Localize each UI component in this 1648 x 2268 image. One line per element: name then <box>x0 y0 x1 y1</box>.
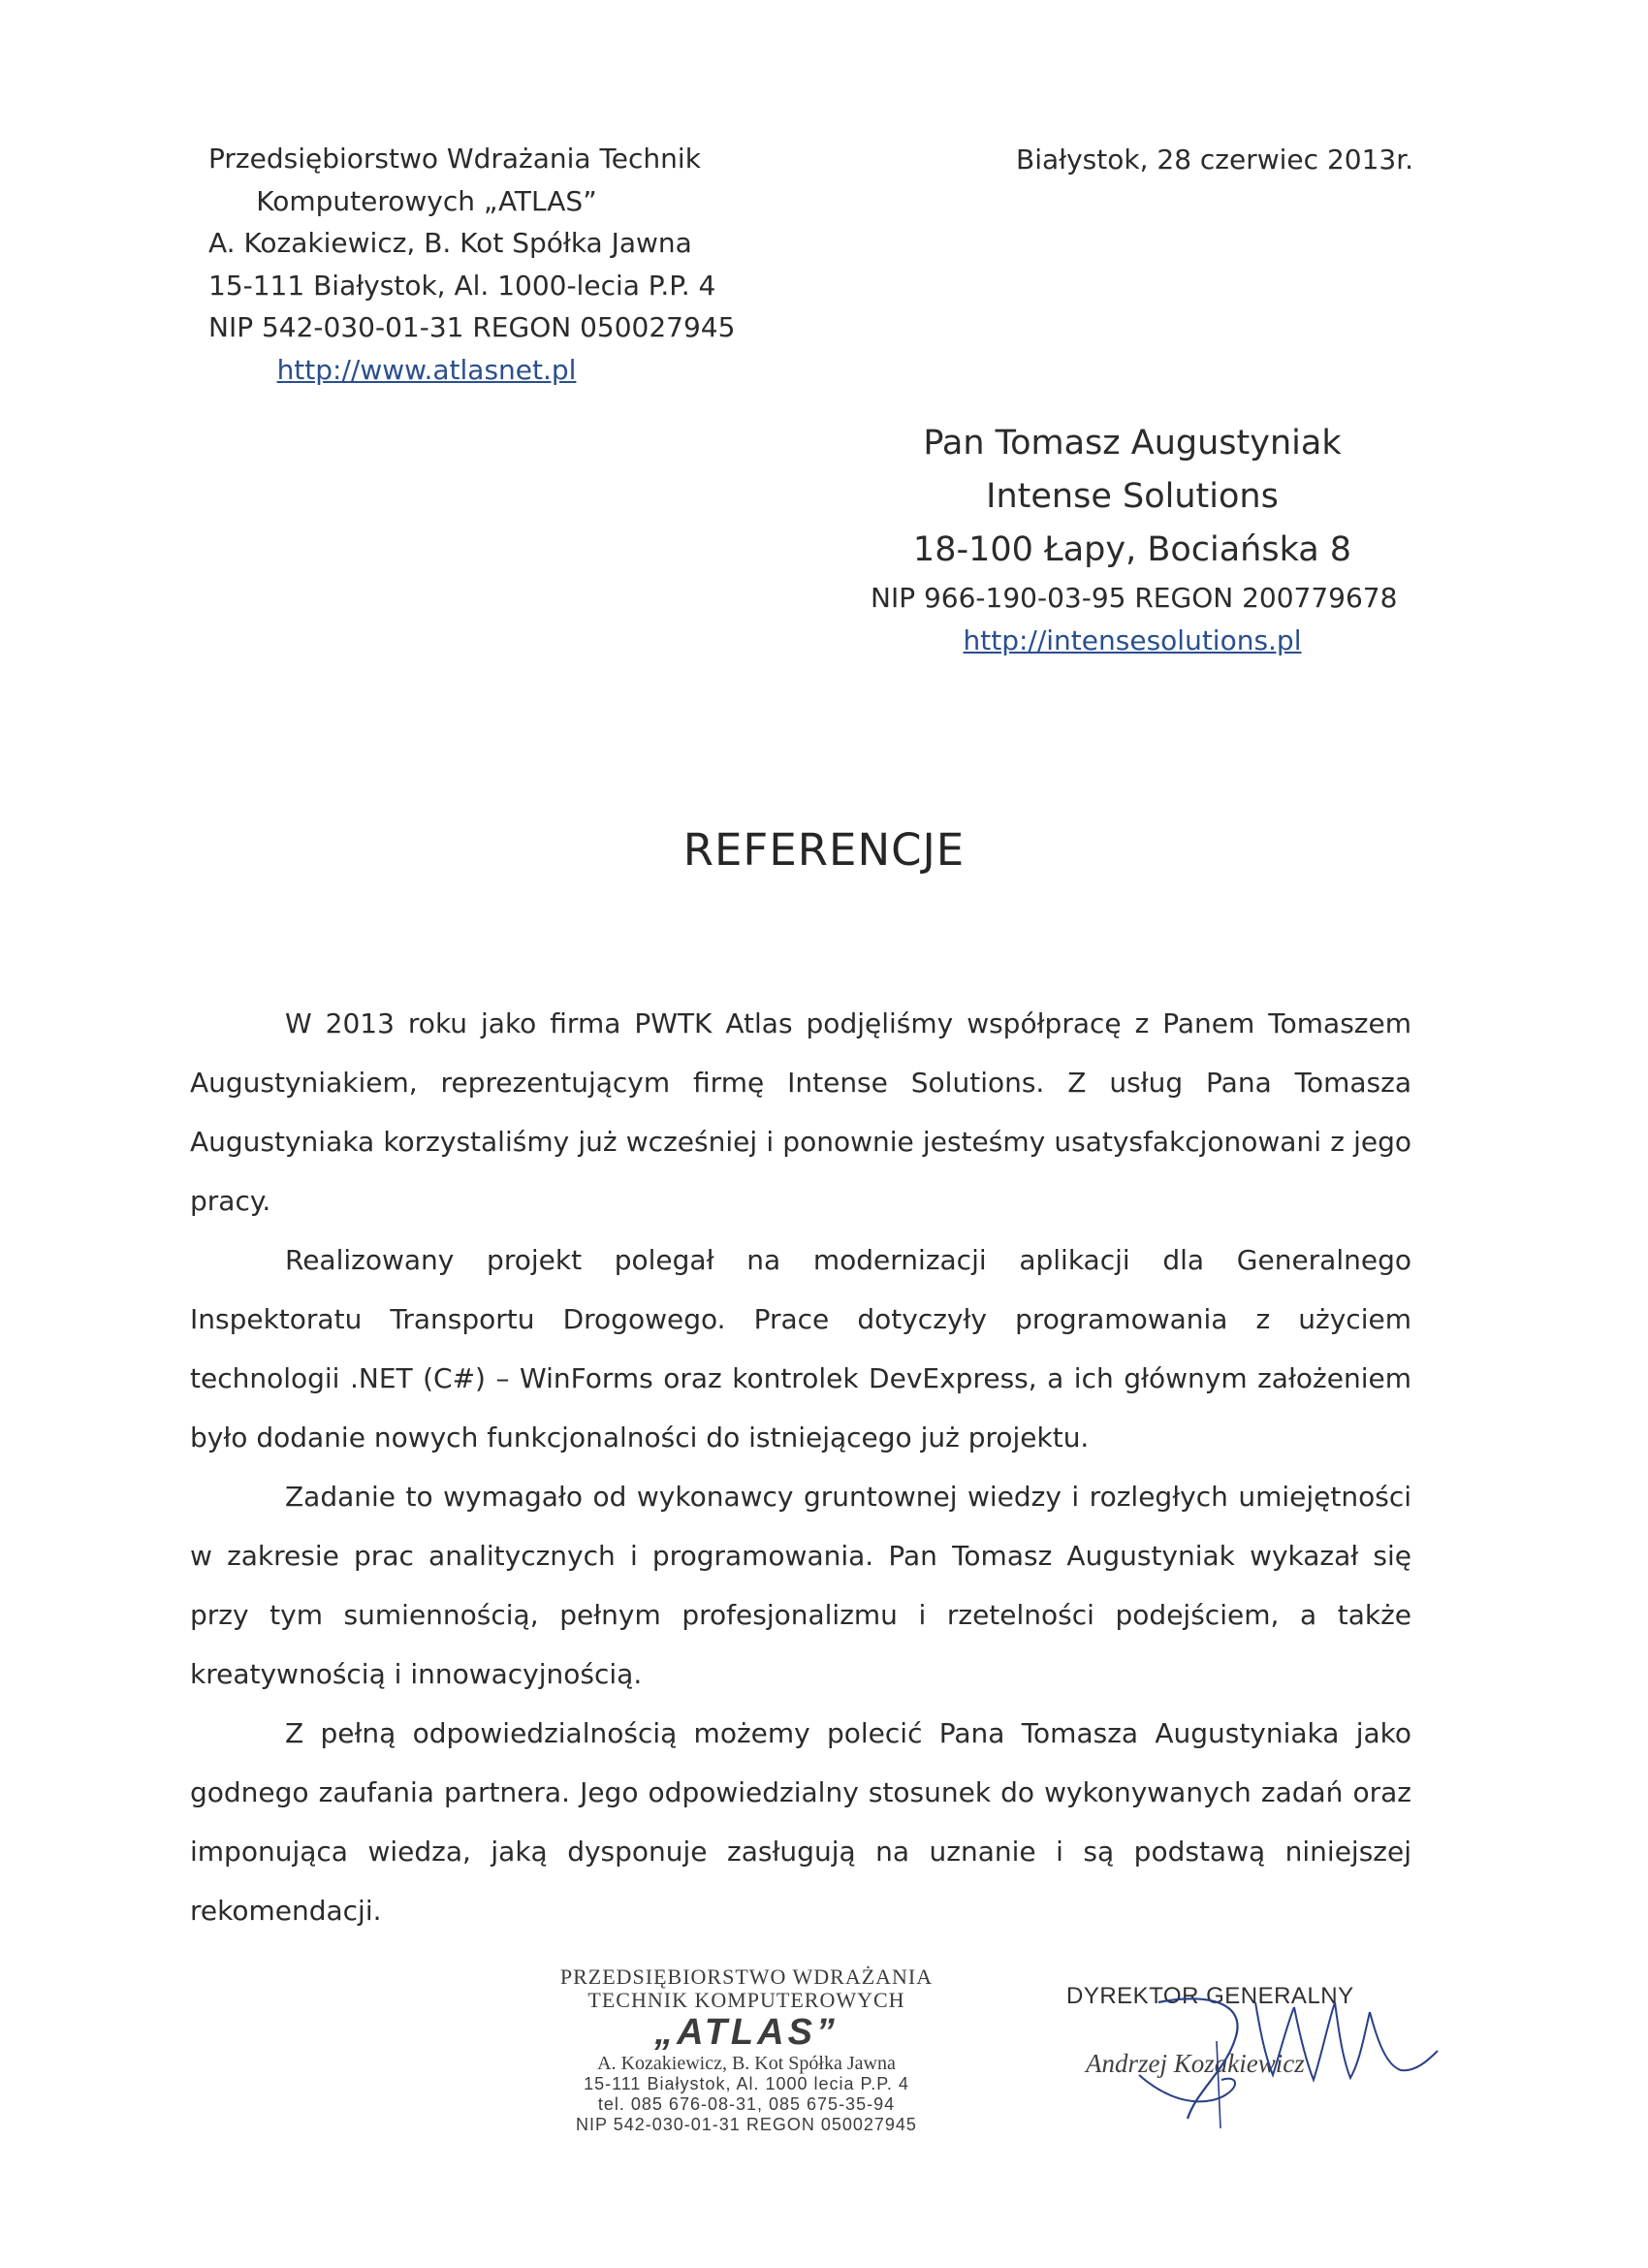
body-paragraph-4: Z pełną odpowiedzialnością możemy polecić Pana Tomasza Augustyniaka jako godnego zaufania partnera. Jego odpowiedzialny stosunek do wykonywanych zadań oraz imponująca wiedza, jaką dysponuje zasługują na uznanie i są podstawą niniejszej rekomendacji. <box>190 1717 1411 1927</box>
stamp-line-3: A. Kozakiewicz, B. Kot Spółka Jawna <box>597 2053 896 2074</box>
sender-line-5: NIP 542-030-01-31 REGON 050027945 <box>208 311 736 343</box>
recipient-address: 18-100 Łapy, Bociańska 8 <box>912 530 1352 569</box>
letter-body <box>190 994 1411 1940</box>
stamp-line-5: tel. 085 676-08-31, 085 675-35-94 <box>597 2094 896 2114</box>
sender-website-link[interactable]: http://www.atlasnet.pl <box>276 353 577 386</box>
body-paragraph-1: W 2013 roku jako firma PWTK Atlas podjęliśmy współpracę z Panem Tomaszem Augustyniakiem, reprezentującym firmę Intense Solutions. Z usług Pana Tomasza Augustyniaka korzystaliśmy już wcześniej i ponownie jesteśmy usatysfakcjonowani z jego pracy. <box>190 1007 1411 1217</box>
stamp-line-6: NIP 542-030-01-31 REGON 050027945 <box>576 2115 917 2134</box>
letter-date: Białystok, 28 czerwiec 2013r. <box>1016 144 1414 176</box>
body-paragraph-3: Zadanie to wymagało od wykonawcy gruntownej wiedzy i rozległych umiejętności w zakresie prac analitycznych i programowania. Pan Tomasz Augustyniak wykazał się przy tym sumiennością, pełnym profesjonalizmu i rzetelności podejściem, a także kreatywnością i innowacyjnością. <box>190 1481 1411 1690</box>
stamp-line-2: TECHNIK KOMPUTEROWYCH <box>587 1988 905 2012</box>
stamp-line-1: PRZEDSIĘBIORSTWO WDRAŻANIA <box>559 1965 934 1989</box>
stamp-line-4: 15-111 Białystok, Al. 1000 lecia P.P. 4 <box>584 2074 909 2093</box>
sender-block <box>208 138 736 391</box>
recipient-ids: NIP 966-190-03-95 REGON 200779678 <box>871 582 1398 614</box>
company-stamp <box>523 1965 969 2135</box>
director-title: DYREKTOR GENERALNY <box>1066 1983 1354 2009</box>
sender-line-1: Przedsiębiorstwo Wdrażania Technik <box>208 143 701 175</box>
sender-line-3: A. Kozakiewicz, B. Kot Spółka Jawna <box>208 227 692 259</box>
sender-line-4: 15-111 Białystok, Al. 1000-lecia P.P. 4 <box>208 269 716 302</box>
handwritten-signature <box>1120 1983 1440 2138</box>
director-name: Andrzej Kozakiewicz <box>1086 2049 1305 2078</box>
document-title: REFERENCJE <box>682 824 966 876</box>
recipient-name: Pan Tomasz Augustyniak <box>923 424 1342 463</box>
recipient-block <box>871 417 1398 662</box>
recipient-website-link[interactable]: http://intensesolutions.pl <box>963 624 1302 656</box>
recipient-company: Intense Solutions <box>986 477 1279 516</box>
sender-line-2: Komputerowych „ATLAS” <box>256 184 597 217</box>
body-paragraph-2: Realizowany projekt polegał na modernizacji aplikacji dla Generalnego Inspektoratu Transportu Drogowego. Prace dotyczyły programowania z użyciem technologii .NET (C#) – WinForms oraz kontrolek DevExpress, a ich głównym założeniem było dodanie nowych funkcjonalności do istniejącego już projektu. <box>190 1244 1411 1453</box>
stamp-brand-logo: „ATLAS” <box>654 2012 839 2053</box>
